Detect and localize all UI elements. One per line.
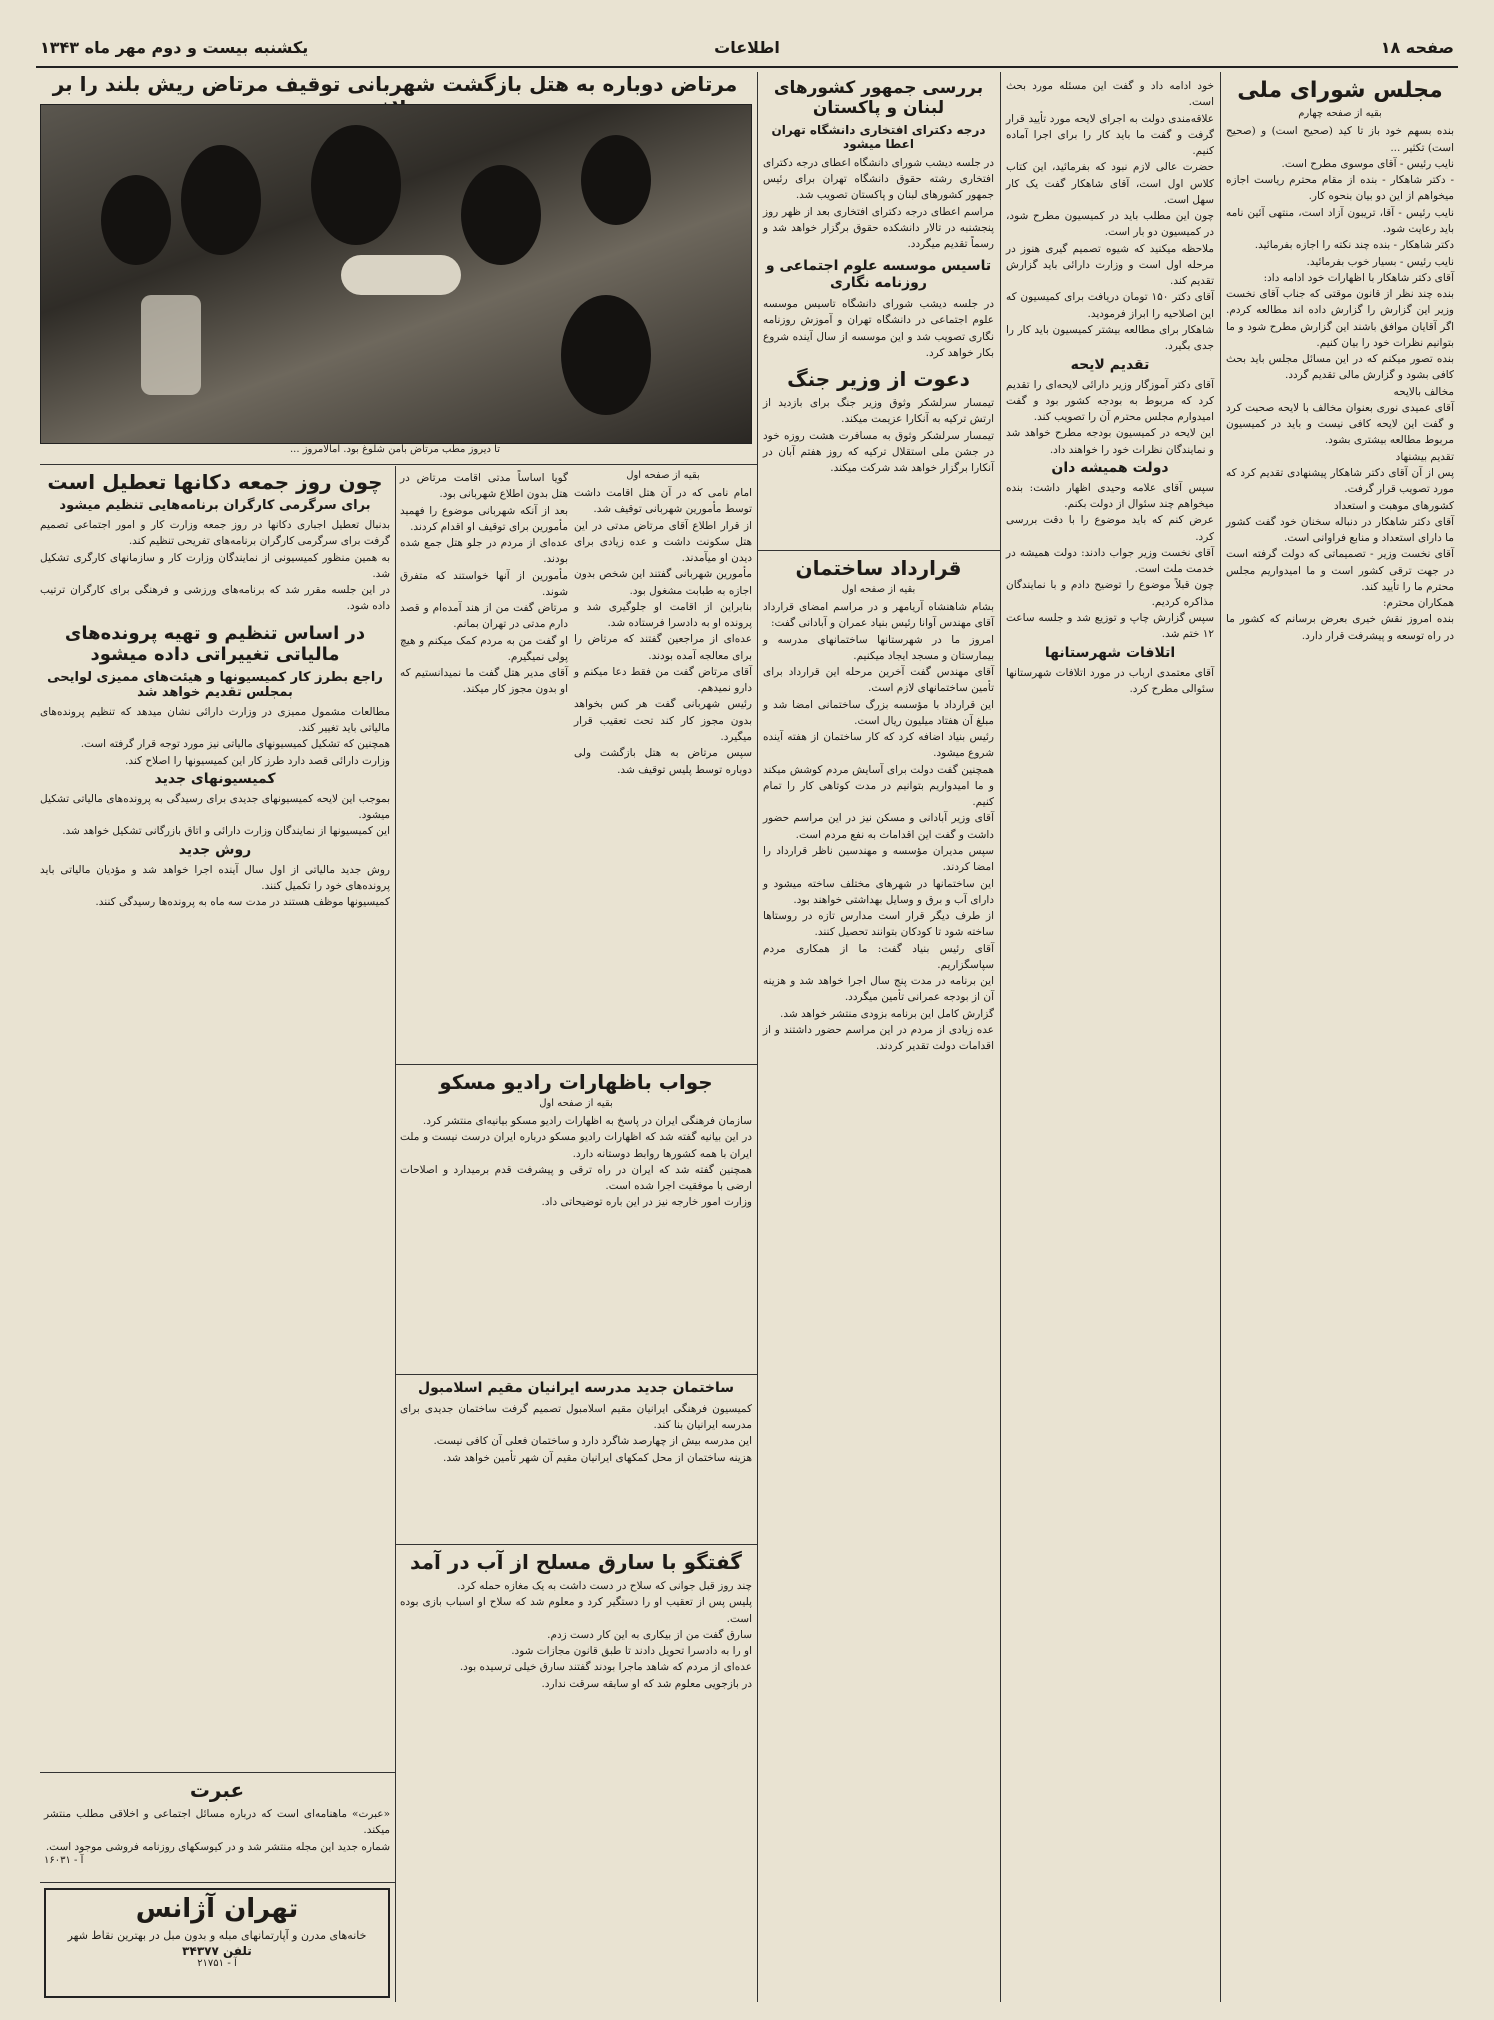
page-number: صفحه ۱۸ bbox=[1380, 38, 1454, 57]
new-method-subhead: روش جدید bbox=[178, 841, 252, 858]
article-construction bbox=[763, 556, 994, 2002]
friday-headline: چون روز جمعه دکانها تعطیل است bbox=[47, 470, 383, 494]
article-majlis-cont bbox=[1006, 78, 1214, 2002]
ad-title: تهران آژانس bbox=[135, 1894, 299, 1924]
ad-body: خانه‌های مدرن و آپارتمانهای مبله و بدون مبل در بهترین نقاط شهر bbox=[67, 1929, 367, 1943]
construction-headline: قرارداد ساختمان bbox=[795, 556, 962, 580]
tax-headline: در اساس تنظیم و تهیه پرونده‌های مالیاتی تغییراتی داده میشود bbox=[64, 622, 366, 666]
article-radio-moscow bbox=[400, 1070, 752, 1370]
university-headline: بررسی جمهور کشورهای لبنان و پاکستان bbox=[773, 78, 984, 119]
ad-ref: آ - ۲۱۷۵۱ bbox=[197, 1958, 237, 1970]
govt-subhead: دولت همیشه دان bbox=[1051, 459, 1169, 476]
armed-robber-headline: گفتگو با سارق مسلح از آب در آمد bbox=[410, 1550, 742, 1574]
photo-caption: تا دیروز مطب مرتاض بامن شلوغ بود. امالامروز ... bbox=[290, 444, 500, 455]
news-photo bbox=[40, 104, 752, 444]
radio-moscow-headline: جواب باظهارات رادیو مسکو bbox=[439, 1070, 713, 1094]
govt-body: سپس آقای علامه وحیدی اظهار داشت: بنده میخواهم چند سئوال از دولت بکنم. عرض کنم که باید موضوع را با دقت بررسی کرد. آقای نخست وزیر جواب دادند: دولت همیشه در خدمت ملت است. چون قبلاً موضوع را توضیح دادم و با نمایندگان مذاکره کردیم. سپس گزارش چاپ و توزیع شد و جلسه ساعت ۱۲ ختم شد. bbox=[1006, 481, 1214, 641]
institute-headline: تاسیس موسسه علوم اجتماعی و روزنامه نگاری bbox=[765, 258, 992, 292]
photo-headline: مرتاض دوباره به هتل بازگشت شهربانی توقیف مرتاض ریش بلند را بر bbox=[52, 72, 738, 96]
tax-body: مطالعات مشمول ممیزی در وزارت دارائی نشان میدهد که تنظیم پرونده‌های مالیاتی باید تغییر کند. همچنین که تشکیل کمیسیونهای مالیاتی نیز مورد توجه قرار گرفته است. وزارت دارائی قصد دارد طرز کار این کمیسیونها را اصلاح کند. bbox=[40, 705, 390, 767]
photo-headline-block bbox=[40, 72, 750, 102]
istanbul-school-headline: ساختمان جدید مدرسه ایرانیان مقیم اسلامبول bbox=[417, 1380, 735, 1396]
ebrat-body: «عبرت» ماهنامه‌ای است که درباره مسائل اجتماعی و اخلاقی مطلب منتشر میکند. شماره جدید این مجله منتشر شد و در کیوسکهای روزنامه فروشی موجود است. bbox=[44, 1808, 390, 1853]
ebrat-headline: عبرت bbox=[189, 1778, 245, 1802]
ad-phone: تلفن ۳۴۳۷۷ bbox=[182, 1944, 252, 1959]
bill-body: آقای دکتر آموزگار وزیر دارائی لایحه‌ای را تقدیم کرد که مربوط به بودجه کشور بود و گفت امیدوارم مجلس محترم آن را تصویب کند. این لایحه در کمیسیون بودجه مطرح خواهد شد و نمایندگان نظرات خود را خواهند داد. bbox=[1006, 378, 1214, 456]
losses-subhead: اتلافات شهرستانها bbox=[1044, 644, 1176, 661]
issue-date: یکشنبه بیست و دوم مهر ماه ۱۳۴۳ bbox=[40, 38, 309, 57]
morteza-continued: بقیه از صفحه اول bbox=[626, 470, 700, 481]
article-majlis bbox=[1226, 78, 1454, 2002]
article-istanbul-school bbox=[400, 1380, 752, 1540]
morteza-cont2-body: گویا اساساً مدتی اقامت مرتاض در هتل بدون اطلاع شهربانی بود. بعد از آنکه شهربانی موضوع را فهمید مأمورین برای توقیف او اقدام کردند. عده‌ای از مردم در جلو هتل جمع شده بودند. مأمورین از آنها خواستند که متفرق شوند. مرتاض گفت من از هند آمده‌ام و قصد دارم مدتی در تهران بمانم. او گفت من به مردم کمک میکنم و هیچ پولی نمیگیرم. آقای مدیر هتل گفت ما نمیدانستیم که او بدون مجوز کار میکند. bbox=[400, 472, 568, 696]
article-friday bbox=[40, 470, 390, 1770]
losses-body: آقای معتمدی ارباب در مورد اتلافات شهرستانها سئوالی مطرح کرد. bbox=[1006, 666, 1214, 695]
university-body: در جلسه دیشب شورای دانشگاه اعطای درجه دکترای افتخاری رشته حقوق دانشگاه تهران برای رئیس جمهور کشورهای لبنان و پاکستان تصویب شد. مراسم اعطای درجه دکترای افتخاری بعد از ظهر روز پنجشنبه در تالار دانشکده حقوق برگزار خواهد شد و رسماً تقدیم میگردد. bbox=[762, 156, 994, 251]
commissions-body: بموجب این لایحه کمیسیونهای جدیدی برای رسیدگی به پرونده‌های مالیاتی تشکیل میشود. این کمیسیونها از نمایندگان وزارت دارائی و اتاق بازرگانی تشکیل خواهد شد. bbox=[40, 792, 390, 838]
majlis-continued: بقیه از صفحه چهارم bbox=[1298, 108, 1382, 120]
friday-body: بدنبال تعطیل اجباری دکانها در روز جمعه وزارت کار و امور اجتماعی تصمیم گرفت برای سرگرمی کارگران برنامه‌های تفریحی تنظیم کند. به همین منظور کمیسیونی از نمایندگان وزارت کار و سازمانهای کارگری تشکیل شد. در این جلسه مقرر شد که برنامه‌های ورزشی و فرهنگی برای کارگران ترتیب داده شود. bbox=[40, 519, 390, 613]
war-minister-body: تیمسار سرلشکر وثوق وزیر جنگ برای بازدید از ارتش ترکیه به آنکارا عزیمت میکند. تیمسار سرلشکر وثوق به مسافرت هشت روزه خود در جشن ملی استقلال ترکیه که روز هفتم آبان در آنکارا برگزار خواهد شد شرکت میکند. bbox=[763, 397, 994, 475]
construction-body: بشام شاهنشاه آریامهر و در مراسم امضای قرارداد آقای مهندس آوانا رئیس بنیاد عمران و آبادانی گفت: امروز ما در شهرستانها ساختمانهای مدرسه و بیمارستان و مسجد ایجاد میکنیم. آقای مهندس گفت آخرین مرحله این قرارداد برای تأمین ساختمانهای لازم است. این قرارداد با مؤسسه بزرگ ساختمانی امضا شد و مبلغ آن هفتاد میلیون ریال است. رئیس بنیاد اضافه کرد که کار ساختمان از هفته آینده شروع میشود. همچنین گفت دولت برای آسایش مردم کوشش میکند و ما امیدواریم بتوانیم در مدت کوتاهی کار را تمام کنیم. آقای وزیر آبادانی و مسکن نیز در این مراسم حضور داشت و گفت این اقدامات به نفع مردم است. سپس مدیران مؤسسه و مهندسین ناظر قرارداد را امضا کردند. این ساختمانها در شهرهای مختلف ساخته میشود و دارای آب و برق و وسایل بهداشتی خواهند بود. از طرف دیگر قرار است مدارس تازه در روستاها ساخته شود تا کودکان بتوانند تحصیل کنند. آقای رئیس بنیاد گفت: ما از همکاری مردم سپاسگزاریم. این برنامه در مدت پنج سال اجرا خواهد شد و هزینه آن از بودجه عمرانی تأمین میگردد. گزارش کامل این برنامه بزودی منتشر خواهد شد. عده زیادی از مردم در این مراسم حضور داشتند و از اقدامات دولت تقدیر کردند. bbox=[763, 601, 994, 1053]
majlis-body: بنده بسهم خود باز تا کید (صحیح است) و (صحیح است) تکثیر ... نایب رئیس - آقای موسوی مطرح است. - دکتر شاهکار - بنده از مقام محترم ریاست اجازه میخواهم از این دو بیان بنحوه کار. نایب رئیس - آقا، تریبون آزاد است، منتهی آئین نامه باید رعایت شود. دکتر شاهکار - بنده چند نکته را اجازه بفرمائید. نایب رئیس - بسیار خوب بفرمائید. آقای دکتر شاهکار با اظهارات خود ادامه داد: بنده چند نظر از قانون موقتی که جناب آقای نخست وزیر این گزارش را گزارش داده اند مطالعه کردم. اگر آقایان موافق باشند این گزارش مطرح شود و ما بتوانیم نظرات خود را بیان کنیم. بنده تصور میکنم که در این مسائل مجلس باید بحث کافی بشود و گزارش مالی تقدیم گردد. مخالف بالایحه آقای عمیدی نوری بعنوان مخالف با لایحه صحبت کرد و گفت این لایحه کافی نیست و باید در کمیسیون مربوط مطالعه بیشتری بشود. تقدیم بیشنهاد پس از آن آقای دکتر شاهکار پیشنهادی تقدیم کرد که مورد تصویب قرار گرفت. کشورهای موهبت و استعداد آقای دکتر شاهکار در دنباله سخنان خود گفت کشور ما دارای استعداد و منابع فراوانی است. آقای نخست وزیر - تصمیماتی که دولت گرفته است در جهت ترقی کشور است و ما امیدواریم مجلس محترم ما را تأیید کند. همکاران محترم: بنده امروز نقش خیری بعرض برسانم که کشور ما در راه توسعه و پیشرفت قرار دارد. bbox=[1226, 125, 1454, 642]
morteza-cont-body: امام نامی که در آن هتل اقامت داشت توسط مأمورین شهربانی توقیف شد. از قرار اطلاع آقای مرتاض مدتی در این هتل سکونت داشت و عده زیادی برای دیدن او میآمدند. مأمورین شهربانی گفتند این شخص بدون اجازه به طبابت مشغول بود. بنابراین از اقامت او جلوگیری شد و پرونده او به دادسرا فرستاده شد. عده‌ای از مراجعین گفتند که مرتاض را برای معالجه آمده بودند. آقای مرتاض گفت من فقط دعا میکنم و دارو نمیدهم. رئیس شهربانی گفت هر کس بخواهد بدون مجوز کار کند تحت تعقیب قرار میگیرد. سپس مرتاض به هتل بازگشت ولی دوباره توسط پلیس توقیف شد. bbox=[574, 487, 752, 776]
majlis-cont-body: خود ادامه داد و گفت این مسئله مورد بحث است. علاقه‌مندی دولت به اجرای لایحه مورد تأیید قرار گرفت و گفت ما باید کار را برای اجرا آماده کنیم. حضرت عالی لازم نبود که بفرمائید، این کتاب کلاس اول است، آقای شاهکار گفت یک کار سهل است. چون این مطلب باید در کمیسیون مطرح شود، در کمیسیون دو بار است. ملاحظه میکنید که شیوه تصمیم گیری هنوز در مرحله اول است و وزارت دارائی باید گزارش تقدیم کند. آقای دکتر ۱۵۰ تومان دریافت برای کمیسیون که این اصلاحیه را ابراز فرمودید. شاهکار برای مطالعه بیشتر کمیسیون باید کار را جدی بگیرد. bbox=[1006, 80, 1215, 353]
friday-subhead: برای سرگرمی کارگران برنامه‌هایی تنظیم میشود bbox=[59, 498, 371, 513]
article-morteza-cont2 bbox=[400, 470, 568, 1060]
article-armed-robber bbox=[400, 1550, 752, 2000]
bill-subhead: تقدیم لایحه bbox=[1070, 356, 1150, 373]
newspaper-name: اطلاعات bbox=[714, 38, 780, 57]
radio-moscow-continued: بقیه از صفحه اول bbox=[539, 1098, 613, 1109]
radio-moscow-body: سازمان فرهنگی ایران در پاسخ به اظهارات رادیو مسکو بیانیه‌ای منتشر کرد. در این بیانیه گفته شد که اظهارات رادیو مسکو درباره ایران درست نیست و ملت ایران با همه کشورها روابط دوستانه دارد. همچنین گفته شد که ایران در راه ترقی و پیشرفت قدم برمیدارد و اصلاحات ارضی با موفقیت اجرا شده است. وزارت امور خارجه نیز در این باره توضیحاتی داد. bbox=[400, 1115, 752, 1209]
istanbul-school-body: کمیسیون فرهنگی ایرانیان مقیم اسلامبول تصمیم گرفت ساختمان جدیدی برای مدرسه ایرانیان بنا کند. این مدرسه بیش از چهارصد شاگرد دارد و ساختمان فعلی آن کافی نیست. هزینه ساختمان از محل کمکهای ایرانیان مقیم آن شهر تأمین خواهد شد. bbox=[400, 1402, 752, 1464]
construction-continued: بقیه از صفحه اول bbox=[841, 584, 916, 595]
ebrat-ref: آ - ۱۶۰۳۱ bbox=[44, 1854, 84, 1866]
ebrat-notice bbox=[44, 1778, 390, 1878]
tax-subhead: راجع بطرز کار کمیسیونها و هیئت‌های ممیزی لوایحی بمجلس تقدیم خواهد شد bbox=[47, 669, 383, 700]
armed-robber-body: چند روز قبل جوانی که سلاح در دست داشت به یک مغازه حمله کرد. پلیس پس از تعقیب او را دستگیر کرد و معلوم شد که سلاح او اسباب بازی بوده است. سارق گفت من از بیکاری به این کار دست زدم. او را به دادسرا تحویل دادند تا طبق قانون مجازات شود. عده‌ای از مردم که شاهد ماجرا بودند گفتند سارق خیلی ترسیده بود. در بازجویی معلوم شد که او سابقه سرقت ندارد. bbox=[400, 1580, 752, 1690]
masthead bbox=[36, 30, 1458, 68]
article-morteza-cont bbox=[574, 470, 752, 1060]
war-minister-headline: دعوت از وزیر جنگ bbox=[787, 367, 970, 392]
commissions-subhead: کمیسیونهای جدید bbox=[154, 770, 276, 787]
photo-caption-block bbox=[40, 444, 750, 462]
new-method-body: روش جدید مالیاتی از اول سال آینده اجرا خواهد شد و مؤدیان مالیاتی باید پرونده‌های خود را تکمیل کنند. کمیسیونها موظف هستند در مدت سه ماه به پرونده‌ها رسیدگی کنند. bbox=[40, 863, 390, 909]
tehran-agency-ad bbox=[44, 1888, 390, 1998]
article-university bbox=[763, 78, 994, 548]
institute-body: در جلسه دیشب شورای دانشگاه تاسیس موسسه علوم اجتماعی در دانشگاه تهران و آموزش روزنامه نگاری تصویب شد و این موسسه از سال آینده شروع بکار خواهد کرد. bbox=[763, 297, 994, 359]
majlis-headline: مجلس شورای ملی bbox=[1237, 78, 1443, 103]
university-subhead: درجه دکترای افتخاری دانشگاه تهران اعطا میشود bbox=[771, 122, 986, 151]
